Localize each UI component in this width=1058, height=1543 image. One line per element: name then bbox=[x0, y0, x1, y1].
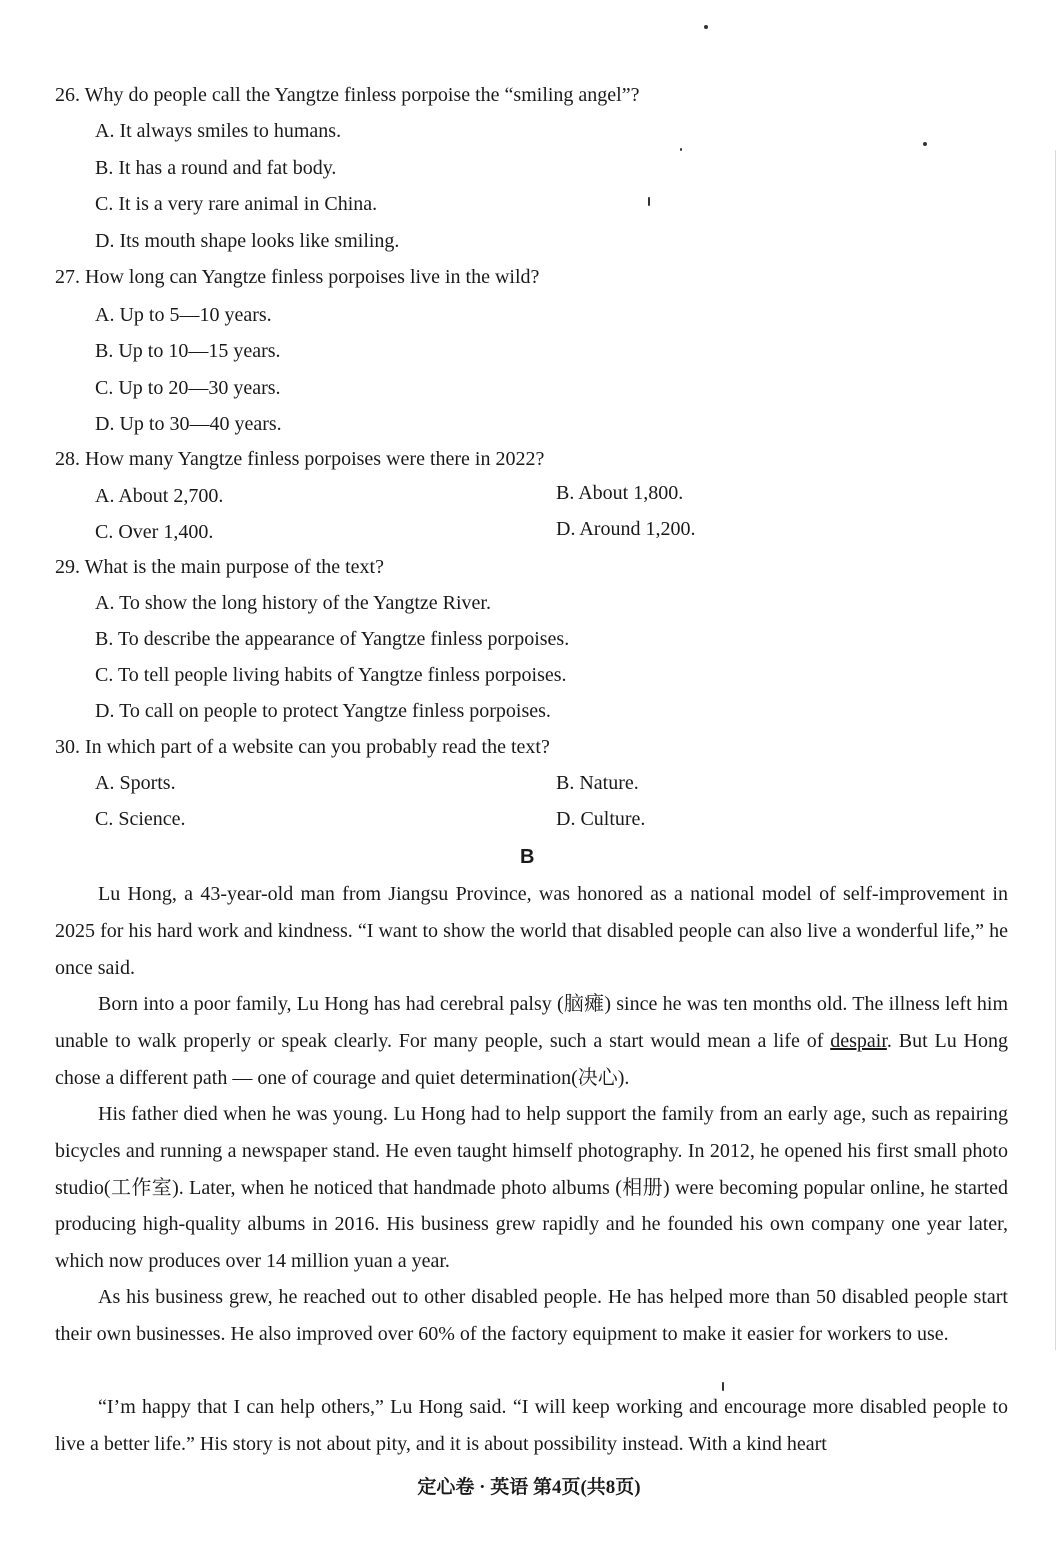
question-30-stem: 30. In which part of a website can you probably read the text? bbox=[55, 736, 550, 758]
question-26-option-c: C. It is a very rare animal in China. bbox=[95, 193, 378, 215]
scan-speck bbox=[923, 142, 927, 146]
question-27-option-b: B. Up to 10—15 years. bbox=[95, 340, 281, 362]
passage-paragraph-2-tail: . But Lu Hong chose a different path — one of courage and quiet determination(决心). bbox=[55, 1029, 1009, 1089]
passage-paragraph-5-text: “I’m happy that I can help others,” Lu Hong said. “I will keep working and encourage more disabled people to live a better life.” His story is not about pity, and it is about possibility instead. With a kind heart bbox=[55, 1396, 1008, 1455]
scan-speck bbox=[704, 25, 708, 29]
scan-speck bbox=[722, 1382, 724, 1391]
passage-paragraph-1 bbox=[55, 876, 1008, 986]
question-28-stem: 28. How many Yangtze finless porpoises were there in 2022? bbox=[55, 448, 545, 470]
question-26-option-d: D. Its mouth shape looks like smiling. bbox=[95, 230, 400, 252]
question-28-option-a: A. About 2,700. bbox=[95, 485, 224, 507]
question-26-stem: 26. Why do people call the Yangtze finless porpoise the “smiling angel”? bbox=[55, 84, 640, 106]
passage-paragraph-3-text: His father died when he was young. Lu Hong had to help support the family from an early age, such as repairing bicycles and running a newspaper stand. He even taught himself photography. In 2012, he opened his first small photo studio(工作室). Later, when he noticed that handmade photo albums (相册) were becoming popular online, he started producing high-quality albums in 2016. His business grew rapidly and he founded his own company one year later, which now produces over 14 million yuan a year. bbox=[55, 1103, 1008, 1273]
passage-paragraph-4 bbox=[55, 1279, 1008, 1353]
question-28-option-c: C. Over 1,400. bbox=[95, 521, 214, 543]
question-27-option-d: D. Up to 30—40 years. bbox=[95, 413, 282, 435]
section-b-title: B bbox=[520, 846, 535, 868]
question-27-stem: 27. How long can Yangtze finless porpoises live in the wild? bbox=[55, 266, 540, 288]
question-30-option-d: D. Culture. bbox=[556, 808, 646, 830]
question-30-option-a: A. Sports. bbox=[95, 772, 176, 794]
scan-speck bbox=[680, 148, 682, 151]
question-29-option-d: D. To call on people to protect Yangtze finless porpoises. bbox=[95, 700, 551, 722]
question-30-option-c: C. Science. bbox=[95, 808, 186, 830]
question-29-option-b: B. To describe the appearance of Yangtze finless porpoises. bbox=[95, 628, 570, 650]
scan-edge-line bbox=[1055, 150, 1056, 1350]
question-28-option-d: D. Around 1,200. bbox=[556, 518, 696, 540]
question-29-option-a: A. To show the long history of the Yangtze River. bbox=[95, 592, 491, 614]
question-27-option-a: A. Up to 5—10 years. bbox=[95, 304, 272, 326]
passage-paragraph-4-text: As his business grew, he reached out to other disabled people. He has helped more than 50 disabled people start their own businesses. He also improved over 60% of the factory equipment to make it easier for workers to use. bbox=[55, 1286, 1008, 1345]
passage-paragraph-5 bbox=[55, 1389, 1008, 1463]
passage-paragraph-2-text: Born into a poor family, Lu Hong has had cerebral palsy (脑瘫) since he was ten months old. The illness left him unable to walk properly or speak clearly. For many people, such a start would mean a life of bbox=[55, 993, 1008, 1052]
question-30-option-b: B. Nature. bbox=[556, 772, 639, 794]
question-29-stem: 29. What is the main purpose of the text? bbox=[55, 556, 384, 578]
passage-paragraph-2 bbox=[55, 986, 1008, 1096]
question-27-option-c: C. Up to 20—30 years. bbox=[95, 377, 281, 399]
passage-paragraph-1-text: Lu Hong, a 43-year-old man from Jiangsu Province, was honored as a national model of self-improvement in 2025 for his hard work and kindness. “I want to show the world that disabled people can also live a wonderful life,” he once said. bbox=[55, 883, 1008, 979]
question-26-option-a: A. It always smiles to humans. bbox=[95, 120, 342, 142]
passage-paragraph-3 bbox=[55, 1096, 1008, 1280]
question-29-option-c: C. To tell people living habits of Yangtze finless porpoises. bbox=[95, 664, 567, 686]
underlined-word-despair: despair bbox=[830, 1029, 887, 1052]
scan-speck bbox=[648, 197, 650, 206]
question-28-option-b: B. About 1,800. bbox=[556, 482, 684, 504]
page-footer: 定心卷 · 英语 第4页(共8页) bbox=[417, 1477, 641, 1498]
question-26-option-b: B. It has a round and fat body. bbox=[95, 157, 337, 179]
